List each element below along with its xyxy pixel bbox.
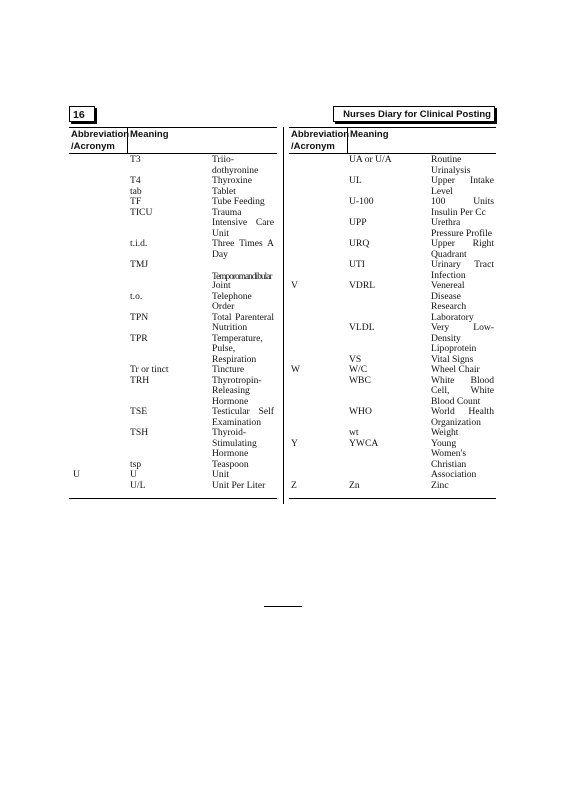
right-table-bottom-rule: [289, 498, 496, 499]
meaning-line: Trauma: [212, 206, 242, 218]
left-table-bottom-rule: [69, 498, 277, 499]
meaning-line: Nutrition: [212, 322, 248, 333]
meaning-line: Organization: [431, 416, 481, 428]
meaning-line: Urethra: [431, 217, 461, 228]
meaning-line: Vital Signs: [431, 353, 474, 365]
meaning-line: Upper Right: [431, 238, 494, 249]
meaning-line: 100 Units: [431, 196, 494, 207]
meaning-line: Urinary Tract: [431, 259, 494, 270]
abbreviation: t.o.: [130, 290, 143, 302]
table-row: [0, 323, 566, 355]
meaning-line: Examination: [212, 416, 262, 428]
meaning-line: Day: [212, 248, 228, 260]
meaning-line: Intensive Care: [212, 217, 274, 228]
meaning-line: Triio-: [212, 154, 235, 165]
meaning-line: Unit: [212, 227, 230, 239]
meaning-line: Total Parenteral: [212, 311, 274, 323]
meaning-line: Christian: [431, 458, 467, 470]
table-row: [0, 428, 566, 439]
table-row: [0, 218, 566, 239]
table-row: [0, 365, 566, 376]
abbreviation: URQ: [349, 238, 370, 249]
table-row: [0, 176, 566, 197]
table-row: [0, 439, 566, 481]
meaning-line: Thyrotropin-: [212, 374, 262, 386]
meaning-line: Cell, White: [431, 385, 494, 396]
abbreviation: VS: [349, 353, 362, 365]
abbreviation: TICU: [130, 206, 153, 218]
meaning-line: Respiration: [212, 353, 257, 365]
abbreviation: UA or U/A: [349, 154, 392, 165]
right-header-abbreviation: Abbreviation /Acronym: [291, 129, 350, 152]
abbreviation: U: [130, 469, 137, 480]
meaning-line: Research: [431, 301, 467, 312]
meaning-line: Temporomandibular: [212, 270, 272, 281]
abbreviation: TRH: [130, 374, 150, 386]
meaning-line: Venereal: [431, 280, 465, 291]
meaning-line: Quadrant: [431, 248, 467, 260]
meaning-line: Joint: [212, 280, 231, 291]
abbreviation: UPP: [349, 217, 367, 228]
meaning-line: Releasing: [212, 385, 250, 396]
meaning-line: World Health: [431, 406, 494, 417]
meaning-line: Young: [431, 437, 457, 449]
abbreviation: U-100: [349, 196, 374, 207]
meaning-line: Infection: [431, 269, 466, 281]
abbreviation: tab: [130, 185, 142, 197]
meaning-line: Wheel Chair: [431, 364, 480, 375]
abbreviation: TMJ: [130, 259, 149, 270]
meaning-line: Tube Feeding: [212, 196, 265, 207]
meaning-line: Lipoprotein: [431, 343, 477, 354]
abbreviation: WHO: [349, 406, 372, 417]
section-letter: Z: [291, 479, 297, 491]
meaning-line: Pulse,: [212, 343, 236, 354]
abbreviation: Zn: [349, 479, 360, 491]
abbreviation: TPN: [130, 311, 149, 323]
meaning-line: Association: [431, 469, 477, 480]
left-table-header-rule: [69, 153, 277, 154]
table-row: [0, 407, 566, 428]
meaning-line: Telephone: [212, 290, 252, 302]
abbreviation: U/L: [130, 479, 146, 491]
table-row: [0, 239, 566, 260]
meaning-line: Upper Intake: [431, 175, 494, 186]
running-title: Nurses Diary for Clinical Posting: [333, 106, 495, 122]
abbreviation: TPR: [130, 332, 148, 344]
abbreviation: t.i.d.: [130, 238, 148, 249]
meaning-line: dothyronine: [212, 164, 259, 176]
abbreviation: T3: [130, 154, 141, 165]
abbreviation: TF: [130, 196, 142, 207]
right-header-meaning: Meaning: [350, 129, 389, 140]
meaning-line: Very Low-: [431, 322, 494, 333]
abbreviation: UL: [349, 175, 362, 186]
right-table-body: [0, 155, 566, 491]
section-letter: Y: [291, 437, 298, 449]
meaning-line: Three Times A: [212, 238, 274, 249]
left-table-top-rule: [69, 127, 277, 128]
meaning-line: Tablet: [212, 185, 236, 197]
meaning-line: Laboratory: [431, 311, 474, 323]
meaning-line: Women's: [431, 448, 467, 459]
meaning-line: Zinc: [431, 479, 449, 491]
section-letter: W: [291, 364, 301, 375]
meaning-line: Urinalysis: [431, 164, 471, 176]
section-letter: V: [291, 280, 298, 291]
table-row: [0, 281, 566, 323]
abbreviation: YWCA: [349, 437, 379, 449]
table-row: [0, 481, 566, 492]
abbreviation: VDRL: [349, 280, 376, 291]
abbreviation: T4: [130, 175, 141, 186]
page-number: 16: [69, 106, 95, 122]
meaning-line: Routine: [431, 154, 462, 165]
abbreviation: TSE: [130, 406, 148, 417]
meaning-line: Order: [212, 301, 235, 312]
meaning-line: Pressure Profile: [431, 227, 493, 239]
meaning-line: White Blood: [431, 374, 494, 386]
abbreviation: UTI: [349, 259, 365, 270]
table-row: [0, 155, 566, 176]
meaning-line: Stimulating: [212, 437, 257, 449]
meaning-line: Testicular Self: [212, 406, 274, 417]
table-row: [0, 376, 566, 408]
meaning-line: Density: [431, 332, 461, 344]
meaning-line: Level: [431, 185, 453, 197]
meaning-line: Temperature,: [212, 332, 263, 344]
left-header-meaning: Meaning: [130, 129, 169, 140]
meaning-line: Disease: [431, 290, 461, 302]
right-table-header-rule: [289, 153, 496, 154]
meaning-line: Thyroxine: [212, 175, 252, 186]
meaning-line: Hormone: [212, 448, 249, 459]
meaning-line: Weight: [431, 427, 459, 438]
left-header-abbreviation: Abbreviation /Acronym: [71, 129, 130, 152]
abbreviation: tsp: [130, 458, 142, 470]
right-table-top-rule: [289, 127, 496, 128]
table-row: [0, 355, 566, 366]
footer-rule: [264, 606, 302, 607]
abbreviation: W/C: [349, 364, 368, 375]
abbreviation: Tr or tinct: [130, 364, 169, 375]
section-letter: U: [73, 469, 80, 480]
meaning-line: Unit: [212, 469, 230, 480]
abbreviation: VLDL: [349, 322, 375, 333]
abbreviation: TSH: [130, 427, 149, 438]
meaning-line: Insulin Per Cc: [431, 206, 486, 218]
table-row: [0, 197, 566, 218]
meaning-line: Hormone: [212, 395, 249, 407]
meaning-line: Thyroid-: [212, 427, 247, 438]
meaning-line: Blood Count: [431, 395, 481, 407]
meaning-line: Teaspoon: [212, 458, 249, 470]
meaning-line: Tincture: [212, 364, 245, 375]
abbreviation: wt: [349, 427, 359, 438]
meaning-line: Unit Per Liter: [212, 479, 266, 491]
abbreviation: WBC: [349, 374, 371, 386]
table-row: [0, 260, 566, 281]
